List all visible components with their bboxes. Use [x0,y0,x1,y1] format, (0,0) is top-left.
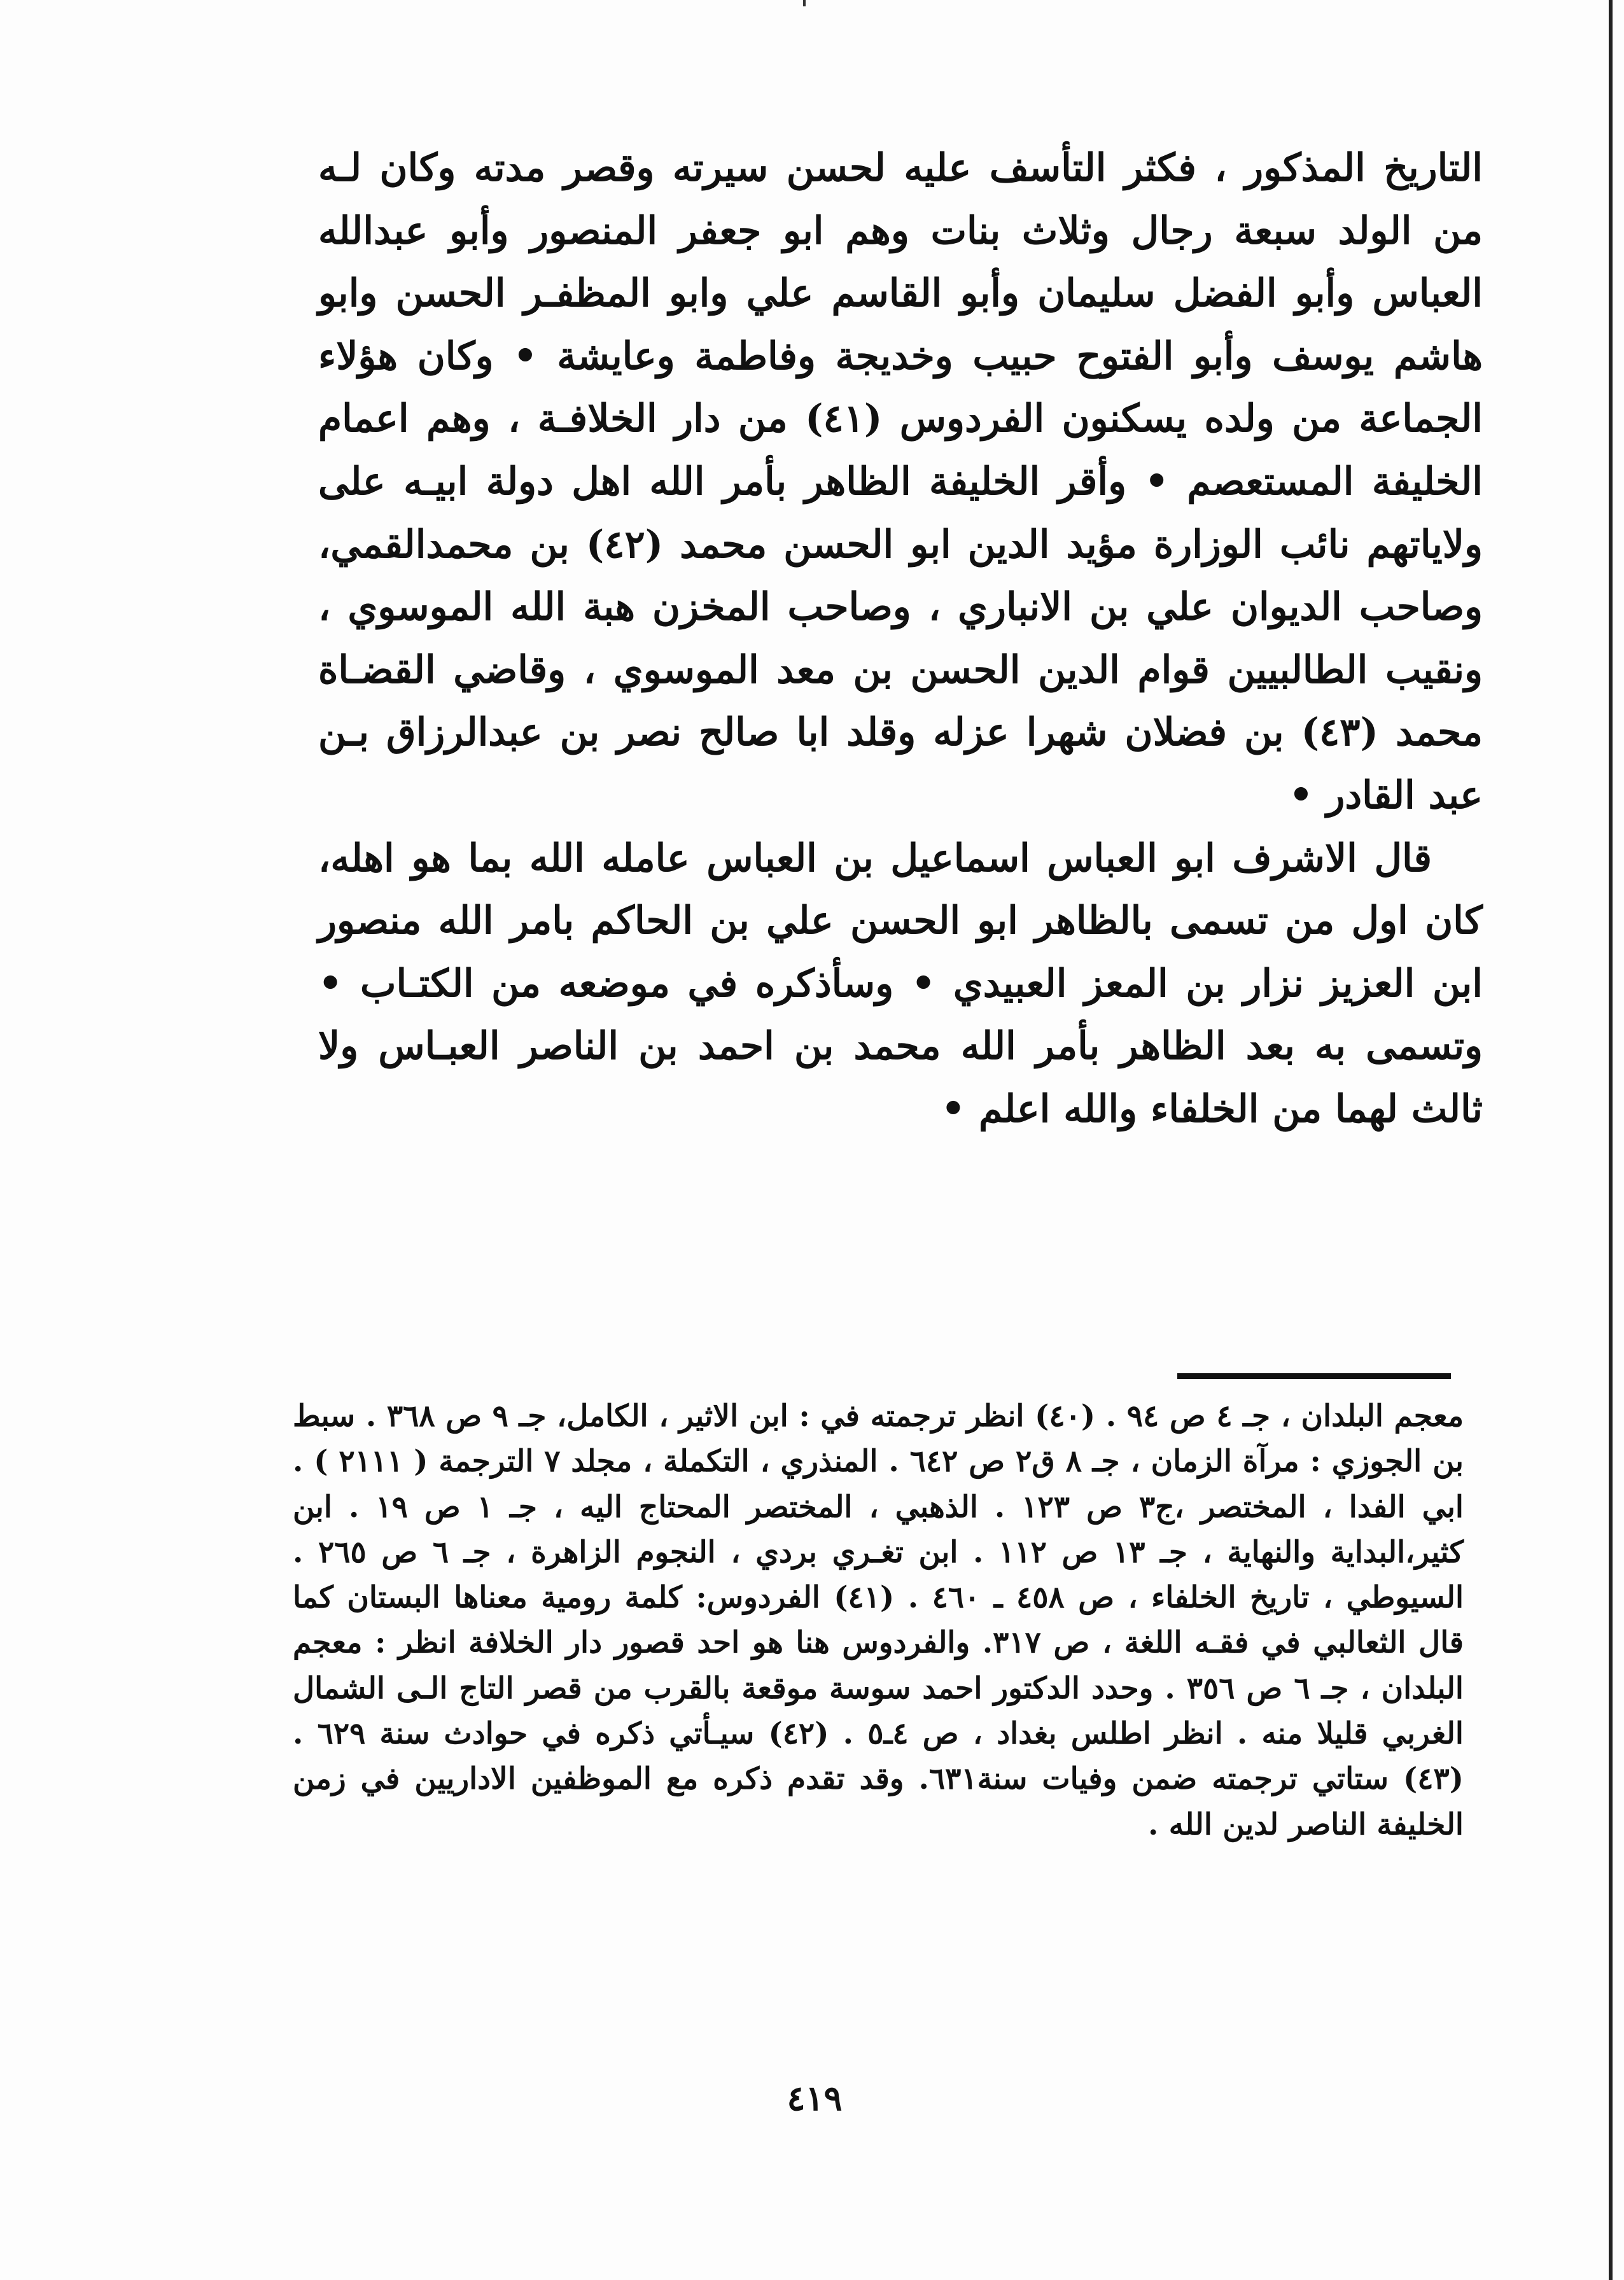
footnote-separator [1177,1373,1451,1379]
scan-mark [803,0,806,6]
footnotes-text: معجم البلدان ، جـ ٤ ص ٩٤ . (٤٠) انظر ترجمته في : ابن الاثير ، الكامل، جـ ٩ ص ٣٦٨ . سبط بن الجوزي : مرآة الزمان ، جـ ٨ ق٢ ص ٦٤٢ . المنذري ، التكملة ، مجلد ٧ الترجمة ( ٢١١١ ) . ابي الفدا ، المختصر ،ج٣ ص ١٢٣ . الذهبي ، المختصر المحتاج اليه ، جـ ١ ص ١٩ . ابن كثير،البداية والنهاية ، جـ ١٣ ص ١١٢ . ابن تغـري بردي ، النجوم الزاهرة ، جـ ٦ ص ٢٦٥ . السيوطي ، تاريخ الخلفاء ، ص ٤٥٨ ـ ٤٦٠ . (٤١) الفردوس: كلمة رومية معناها البستان كما قال الثعالبي في فقـه اللغة ، ص ٣١٧. والفردوس هنا هو احد قصور دار الخلافة انظر : معجم البلدان ، جـ ٦ ص ٣٥٦ . وحدد الدكتور احمد سوسة موقعة بالقرب من قصر التاج الـى الشمال الغربي قليلا منه . انظر اطلس بغداد ، ص ٤ـ٥ . (٤٢) سيـأتي ذكره في حوادث سنة ٦٢٩ . (٤٣) ستاتي ترجمته ضمن وفيات سنة٦٣١. وقد تقدم ذكره مع الموظفين الاداريين في زمن الخليفة الناصر لدين الله . [293,1399,1464,1842]
scan-border [1609,0,1613,2280]
page-number: ٤١٩ [787,2078,843,2118]
main-paragraph: قال الاشرف ابو العباس اسماعيل بن العباس عامله الله بما هو اهله، كان اول من تسمى بالظاهر ابو الحسن علي بن الحاكم بامر الله منصور ابن العزيز نزار بن المعز العبيدي • وسأذكره في موضعه من الكتـاب • وتسمى به بعد الظاهر بأمر الله محمد بن احمد بن الناصر العبـاس ولا ثالث لهما من الخلفاء والله اعلم • [318,836,1483,1131]
footnotes-block [293,1394,1464,1847]
main-text-block [318,137,1483,1141]
main-paragraph: التاريخ المذكور ، فكثر التأسف عليه لحسن سيرته وقصر مدته وكان لـه من الولد سبعة رجال وثلاث بنات وهم ابو جعفر المنصور وأبو عبدالله العباس وأبو الفضل سليمان وأبو القاسم علي وابو المظفـر الحسن وابو هاشم يوسف وأبو الفتوح حبيب وخديجة وفاطمة وعايشة • وكان هؤلاء الجماعة من ولده يسكنون الفردوس (٤١) من دار الخلافـة ، وهم اعمام الخليفة المستعصم • وأقر الخليفة الظاهر بأمر الله اهل دولة ابيـه على ولاياتهم نائب الوزارة مؤيد الدين ابو الحسن محمد (٤٢) بن محمدالقمي، وصاحب الديوان علي بن الانباري ، وصاحب المخزن هبة الله الموسوي ، ونقيب الطالبيين قوام الدين الحسن بن معد الموسوي ، وقاضي القضـاة محمد (٤٣) بن فضلان شهرا عزله وقلد ابا صالح نصر بن عبدالرزاق بـن عبد القادر • [318,146,1483,818]
